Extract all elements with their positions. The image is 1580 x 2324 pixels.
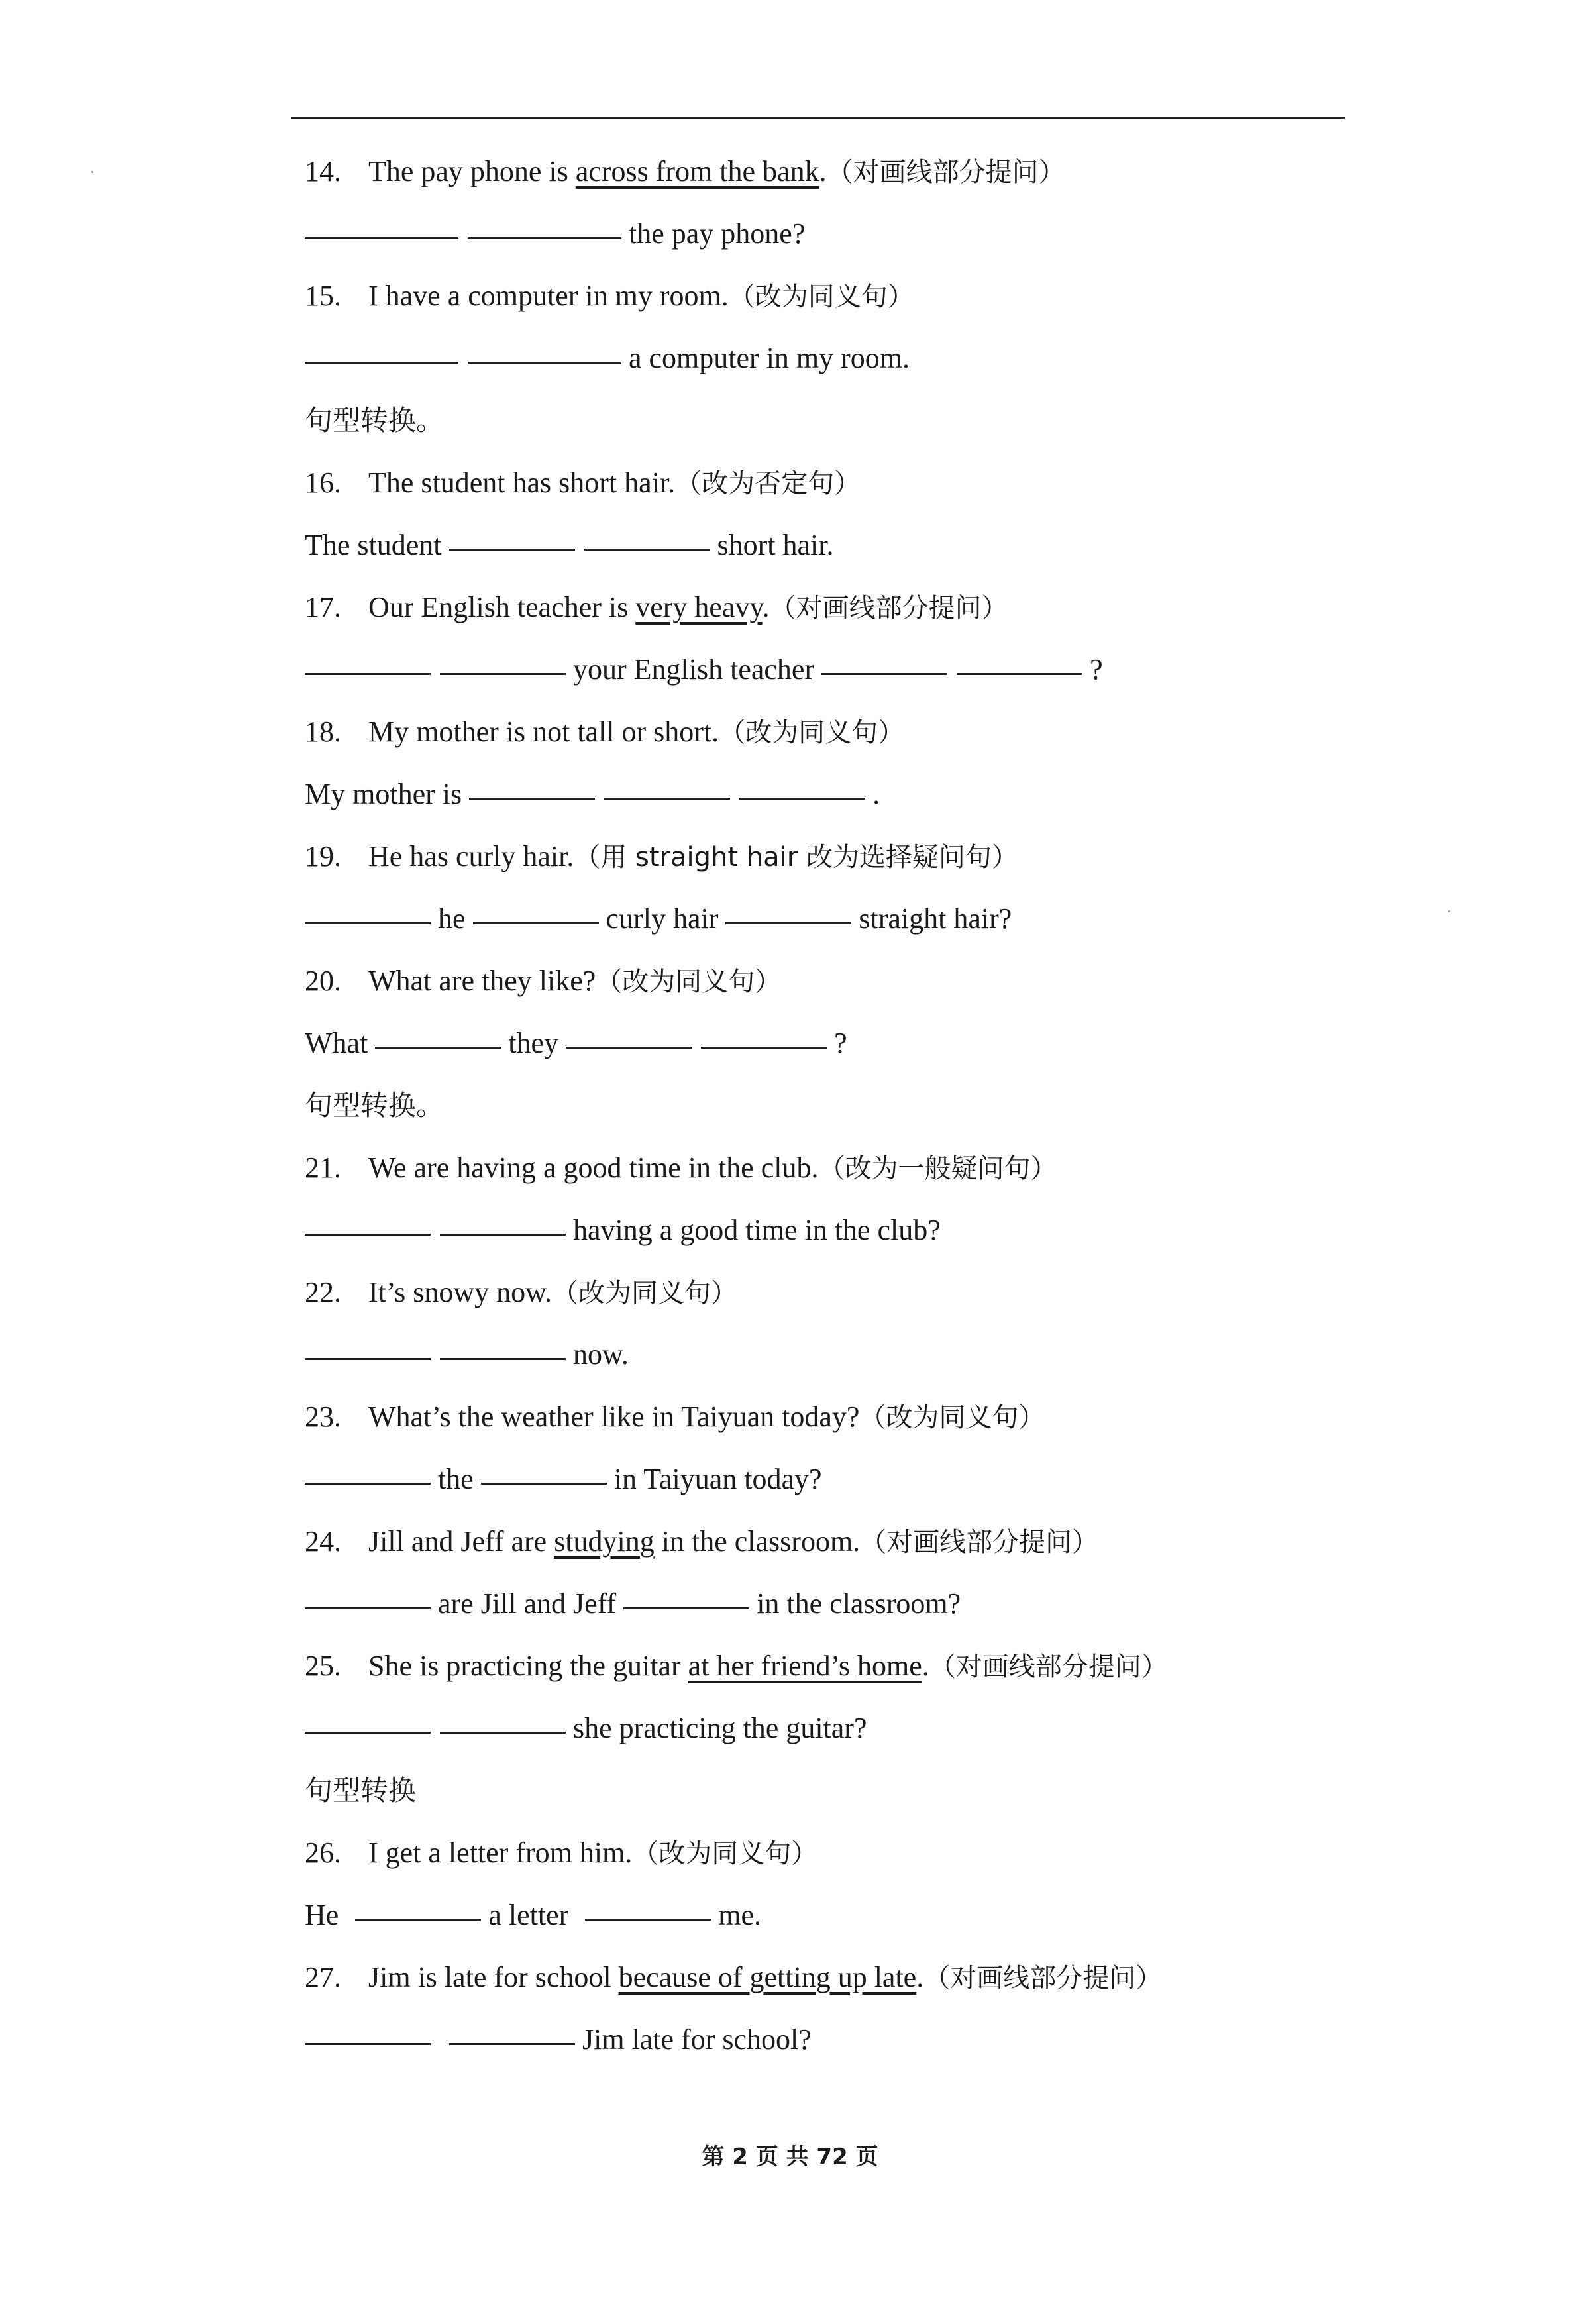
answer-19: he curly hair straight hair?: [305, 888, 1365, 950]
answer-blank[interactable]: [481, 1483, 607, 1485]
answer-14: the pay phone?: [305, 203, 1365, 265]
answer-blank[interactable]: [305, 1358, 431, 1360]
answer-blank[interactable]: [623, 1607, 749, 1609]
question-25: 25. She is practicing the guitar at her friend’s home.（对画线部分提问）: [305, 1650, 1168, 1682]
answer-22: now.: [305, 1324, 1365, 1386]
answer-blank[interactable]: [305, 1483, 431, 1485]
answer-blank[interactable]: [584, 549, 710, 551]
instruction-note: （对画线部分提问）: [826, 157, 1065, 187]
answer-blank[interactable]: [440, 1358, 566, 1360]
answer-20: What they ?: [305, 1027, 847, 1059]
instruction-note: （改为否定句）: [675, 468, 861, 499]
section-heading: 句型转换。: [305, 1089, 445, 1122]
question-26: 26. I get a letter from him.（改为同义句）: [305, 1836, 818, 1869]
instruction-note: （用 straight hair 改为选择疑问句）: [574, 842, 1018, 872]
underlined-phrase: because of getting up late: [618, 1961, 917, 1993]
answer-blank[interactable]: [305, 673, 431, 675]
underlined-phrase: across from the bank: [575, 155, 819, 187]
exercise-list: [305, 140, 1365, 2071]
instruction-note: （对画线部分提问）: [929, 1652, 1168, 1682]
instruction-note: （改为同义句）: [596, 967, 782, 997]
answer-blank[interactable]: [585, 1919, 711, 1921]
answer-blank[interactable]: [468, 237, 621, 239]
scan-speck: [91, 171, 93, 173]
section-heading: 句型转换: [305, 1774, 417, 1807]
scan-speck: [1448, 910, 1450, 912]
instruction-note: （改为同义句）: [552, 1278, 738, 1308]
answer-blank[interactable]: [449, 549, 575, 551]
underlined-phrase: very heavy: [635, 591, 763, 623]
instruction-note: （改为同义句）: [728, 282, 914, 312]
instruction-note: （对画线部分提问）: [860, 1527, 1099, 1558]
question-18: 18. My mother is not tall or short.（改为同义句）: [305, 715, 905, 748]
page-footer: 第 2 页 共 72 页: [702, 2144, 878, 2170]
answer-blank[interactable]: [355, 1919, 481, 1921]
answer-blank[interactable]: [305, 1234, 431, 1236]
question-14: 14. The pay phone is across from the bank.（对画线部分提问）: [305, 155, 1065, 187]
question-15: 15. I have a computer in my room.（改为同义句）: [305, 280, 914, 312]
answer-blank[interactable]: [449, 2043, 575, 2045]
section-heading: 句型转换。: [305, 404, 445, 437]
answer-blank[interactable]: [440, 1732, 566, 1734]
answer-25: she practicing the guitar?: [305, 1697, 1365, 1760]
instruction-note: （改为一般疑问句）: [818, 1153, 1057, 1184]
answer-17: your English teacher ?: [305, 639, 1365, 701]
instruction-note: （改为同义句）: [719, 717, 905, 748]
instruction-note: （对画线部分提问）: [923, 1963, 1163, 1993]
answer-blank[interactable]: [305, 362, 458, 364]
answer-blank[interactable]: [305, 237, 458, 239]
answer-blank[interactable]: [566, 1047, 692, 1049]
question-21: 21. We are having a good time in the club.（改为一般疑问句）: [305, 1151, 1057, 1184]
answer-blank[interactable]: [440, 1234, 566, 1236]
question-27: 27. Jim is late for school because of getting up late.（对画线部分提问）: [305, 1961, 1163, 1993]
top-rule: [291, 117, 1345, 119]
answer-blank[interactable]: [957, 673, 1082, 675]
answer-blank[interactable]: [305, 2043, 431, 2045]
answer-blank[interactable]: [468, 362, 621, 364]
answer-blank[interactable]: [375, 1047, 501, 1049]
answer-blank[interactable]: [739, 798, 865, 800]
answer-16: The student short hair.: [305, 529, 834, 561]
answer-blank[interactable]: [821, 673, 947, 675]
underlined-phrase: studying: [554, 1525, 655, 1558]
answer-blank[interactable]: [725, 922, 851, 924]
question-16: 16. The student has short hair.（改为否定句）: [305, 466, 861, 499]
question-24: 24. Jill and Jeff are studying in the classroom.（对画线部分提问）: [305, 1525, 1099, 1558]
underlined-phrase: at her friend’s home: [688, 1650, 922, 1682]
answer-18: My mother is .: [305, 778, 880, 810]
answer-21: having a good time in the club?: [305, 1199, 1365, 1261]
answer-blank[interactable]: [701, 1047, 827, 1049]
answer-27: Jim late for school?: [305, 2009, 1365, 2071]
question-20: 20. What are they like?（改为同义句）: [305, 965, 782, 997]
answer-23: the in Taiyuan today?: [305, 1448, 1365, 1510]
question-23: 23. What’s the weather like in Taiyuan today?（改为同义句）: [305, 1400, 1045, 1433]
answer-26: He a letter me.: [305, 1899, 761, 1931]
answer-24: are Jill and Jeff in the classroom?: [305, 1573, 1365, 1635]
answer-blank[interactable]: [604, 798, 730, 800]
answer-blank[interactable]: [440, 673, 566, 675]
answer-blank[interactable]: [305, 1607, 431, 1609]
question-22: 22. It’s snowy now.（改为同义句）: [305, 1276, 738, 1308]
answer-blank[interactable]: [305, 922, 431, 924]
answer-blank[interactable]: [469, 798, 595, 800]
answer-blank[interactable]: [305, 1732, 431, 1734]
answer-15: a computer in my room.: [305, 327, 1365, 390]
question-19: 19. He has curly hair.（用 straight hair 改为选择疑问句）: [305, 840, 1018, 872]
answer-blank[interactable]: [473, 922, 599, 924]
instruction-note: （改为同义句）: [632, 1838, 818, 1869]
instruction-note: （对画线部分提问）: [769, 593, 1008, 623]
question-17: 17. Our English teacher is very heavy.（对画线部分提问）: [305, 591, 1008, 623]
instruction-note: （改为同义句）: [859, 1402, 1045, 1433]
